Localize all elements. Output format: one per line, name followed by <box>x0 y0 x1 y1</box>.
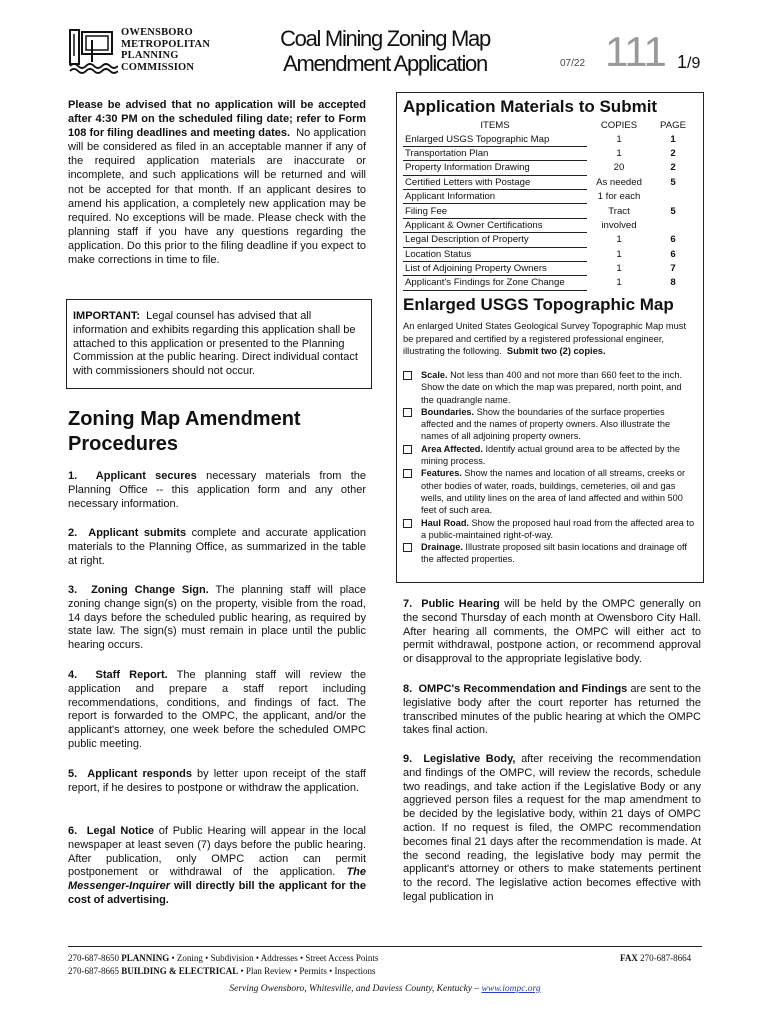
step-heading: Legal Notice <box>86 825 154 837</box>
step-number: 5. <box>68 768 78 780</box>
col-items: ITEMS <box>480 120 510 132</box>
phone-building: 270-687-8665 <box>68 966 119 976</box>
org-name-line: COMMISSION <box>121 61 195 73</box>
website-link[interactable]: www.iompc.org <box>481 984 541 994</box>
step-heading: OMPC's Recommendation and Findings <box>418 683 628 695</box>
item-cell: Legal Description of Property <box>403 233 587 247</box>
checklist-item <box>403 443 695 468</box>
checklist-text: Show the proposed haul road from the affected area to a public-maintained right-of-way. <box>421 517 695 540</box>
procedure-step <box>68 669 366 752</box>
copies-cell: 1 <box>616 147 622 159</box>
usgs-checklist <box>403 369 695 566</box>
page-cell <box>651 218 695 232</box>
footer-divider <box>68 946 702 947</box>
table-row <box>403 175 695 189</box>
procedure-step <box>403 683 701 738</box>
checklist-heading: Boundaries. <box>421 406 475 417</box>
page-cell: 1 <box>670 133 676 145</box>
page-cell: 6 <box>670 234 676 246</box>
item-cell: Applicant's Findings for Zone Change <box>403 276 587 290</box>
serving-text: Serving Owensboro, Whitesville, and Daviess County, Kentucky – <box>229 984 480 994</box>
procedures-title-line: Procedures <box>68 433 179 455</box>
page-total: /9 <box>687 55 701 72</box>
copies-cell: 1 <box>616 234 622 246</box>
page-current: 1 <box>677 52 688 72</box>
step-text: The planning staff will review the application and prepare a staff report including recommendations, conditions, and findings of fact. The report is forwarded to the OMPC, the applicant, and/or the applicant's attorney, one week before the scheduled OMPC public meeting. <box>68 669 366 750</box>
page-cell <box>651 189 695 203</box>
dept-planning: PLANNING <box>121 953 170 963</box>
item-cell: Certified Letters with Postage <box>403 175 587 189</box>
copies-cell: 1 <box>616 133 622 145</box>
col-copies: COPIES <box>600 120 638 132</box>
page-cell: 6 <box>670 248 676 260</box>
procedures-title <box>68 407 301 457</box>
services-building: • Plan Review • Permits • Inspections <box>240 966 376 976</box>
table-row <box>403 204 695 218</box>
usgs-intro-text: An enlarged United States Geological Survey Topographic Map must be prepared and certified by a registered professional engineer, illustrating the following. <box>403 321 687 356</box>
intro-notice <box>68 98 366 267</box>
form-version: 07/22 <box>560 58 586 69</box>
checklist-item <box>403 406 695 443</box>
table-row <box>403 218 695 232</box>
table-header-row <box>403 119 695 132</box>
table-row <box>403 189 695 203</box>
copies-cell: 1 <box>616 248 622 260</box>
step-number: 6. <box>68 825 78 837</box>
checklist-text: Illustrate proposed silt basin locations and drainage off the affected properties. <box>421 542 687 565</box>
services-planning: • Zoning • Subdivision • Addresses • Street Access Points <box>171 953 379 963</box>
materials-title: Application Materials to Submit <box>403 97 658 116</box>
procedure-step <box>68 584 366 653</box>
step-text: will be held by the OMPC generally on the second Thursday of each month at Owensboro City Hall. After hearing all comments, the OMPC will either act to permit withdrawal, postpone action, or recommend approval or disapproval to the appropriate legislative body. <box>403 598 701 666</box>
step-text: The planning staff will place zoning change sign(s) on the property, visible from the road, 14 days before the scheduled public hearing, as required by state law. The sign(s) must remain in place until the public hearing occurs. <box>68 584 366 652</box>
item-cell: Location Status <box>403 247 587 261</box>
page-cell: 8 <box>670 277 676 289</box>
materials-table <box>403 119 695 291</box>
page-cell: 7 <box>670 263 676 275</box>
checklist-text: Show the boundaries of the surface properties affected and the names of property owners. Also illustrate the names of all adjoining property owners. <box>421 406 671 442</box>
step-number: 8. <box>403 683 413 695</box>
step-heading: Zoning Change Sign. <box>91 584 209 596</box>
procedure-step <box>68 527 366 568</box>
step-number: 2. <box>68 527 78 539</box>
phone-planning: 270-687-8650 <box>68 953 119 963</box>
org-name-line: PLANNING <box>121 50 179 61</box>
ompc-logo <box>68 26 118 74</box>
checklist-item <box>403 369 695 406</box>
step-heading: Public Hearing <box>421 598 500 610</box>
step-number: 7. <box>403 598 413 610</box>
checklist-item <box>403 517 695 542</box>
checklist-item <box>403 467 695 516</box>
step-text: complete and accurate application materials to the Planning Office, as summarized in the table at right. <box>68 527 366 567</box>
table-row <box>403 161 695 175</box>
org-name-line: METROPOLITAN <box>121 38 211 50</box>
table-row <box>403 261 695 275</box>
footer-planning <box>68 952 378 965</box>
checklist-item <box>403 541 695 566</box>
table-row <box>403 146 695 160</box>
item-cell: Enlarged USGS Topographic Map <box>403 132 587 146</box>
document-title <box>240 26 530 76</box>
materials-box <box>396 92 704 583</box>
page-cell: 5 <box>670 205 676 217</box>
table-row <box>403 132 695 146</box>
checkbox-icon[interactable] <box>403 371 412 380</box>
dept-building: BUILDING & ELECTRICAL <box>121 966 239 976</box>
item-cell: List of Adjoining Property Owners <box>403 261 587 275</box>
procedures-title-line: Zoning Map Amendment <box>68 408 301 430</box>
step-text: are sent to the legislative body after the court reporter has returned the transcribed minutes of the public hearing at which the OMPC takes final action. <box>403 683 701 737</box>
page-number <box>677 52 700 73</box>
table-row <box>403 233 695 247</box>
procedure-step <box>403 598 701 667</box>
checklist-text: Identify actual ground area to be affected by the mining process. <box>421 443 680 467</box>
table-row <box>403 247 695 261</box>
copies-cell: 1 for each <box>597 191 641 203</box>
checklist-heading: Drainage. <box>421 542 463 553</box>
table-row <box>403 276 695 290</box>
item-cell: Applicant & Owner Certifications <box>403 218 587 232</box>
checkbox-icon[interactable] <box>403 469 412 478</box>
fax-number: 270-687-8664 <box>640 953 692 963</box>
footer-building <box>68 965 375 978</box>
item-cell: Property Information Drawing <box>403 161 587 175</box>
checklist-heading: Features. <box>421 468 462 479</box>
checklist-heading: Haul Road. <box>421 517 469 528</box>
step-number: 4. <box>68 669 78 681</box>
step-heading: Legislative Body, <box>423 753 516 765</box>
procedure-step <box>403 753 701 905</box>
checkbox-icon[interactable] <box>403 543 412 552</box>
step-heading: Staff Report. <box>95 669 168 681</box>
org-name <box>121 27 210 73</box>
page-cell: 5 <box>670 176 676 188</box>
item-cell: Filing Fee <box>403 204 587 218</box>
step-text: after receiving the recommendation and findings of the OMPC, will review the records, schedule two readings, and take action if the Legislative Body or any aggrieved person files a request for the map amendment to be decided by the legislative body, within 21 days of OMPC action. If no request is filed, the OMPC recommendation becomes final 21 days after the recommendation is made. At the second reading, the legislative body may permit the applicant's attorney or others to make statements pertinent to the record. The legislative action becomes effective with legal publication in <box>403 753 702 903</box>
procedure-step <box>68 825 366 908</box>
newspaper-name: The Messenger-Inquirer <box>68 866 367 893</box>
checklist-text: Not less than 400 and not more than 660 feet to the inch. Show the date on which the map was prepared, north point, and the quadrangle name. <box>421 370 683 405</box>
copies-cell: Tract <box>608 205 630 217</box>
item-cell: Transportation Plan <box>403 146 587 160</box>
step-number: 3. <box>68 584 78 596</box>
step-number: 9. <box>403 753 413 765</box>
usgs-title: Enlarged USGS Topographic Map <box>403 295 674 314</box>
checklist-heading: Area Affected. <box>421 443 483 454</box>
item-cell: Applicant Information <box>403 189 587 203</box>
important-box <box>66 299 372 389</box>
footer-fax <box>620 952 691 965</box>
step-heading: Applicant submits <box>88 527 187 539</box>
page-cell: 2 <box>670 147 676 159</box>
org-name-line: OWENSBORO <box>121 27 193 38</box>
copies-cell: 1 <box>616 263 622 275</box>
step-heading: Applicant responds <box>87 768 192 780</box>
step-number: 1. <box>68 470 78 482</box>
step-text: of Public Hearing will appear in the local newspaper at least seven (7) days before the public hearing. After publication, only OMPC action can permit postponement or withdrawal of the application. <box>68 825 367 879</box>
copies-cell: involved <box>601 219 637 231</box>
footer-serving <box>0 984 770 994</box>
title-line-1: Coal Mining Zoning Map <box>280 26 490 51</box>
copies-cell: As needed <box>596 176 642 188</box>
usgs-intro <box>403 320 695 358</box>
intro-bold: Please be advised that no application will be accepted after 4:30 PM on the scheduled filing date; refer to Form 108 for filing deadlines and meeting dates. <box>68 99 366 140</box>
checklist-heading: Scale. <box>421 370 448 380</box>
checklist-text: Show the names and location of all streams, creeks or other bodies of water, roads, buildings, cemeteries, oil and gas wells, and utility lines on the area of land affected and within 500 feet of such area. <box>421 468 686 516</box>
page-cell: 2 <box>670 162 676 174</box>
title-line-2: Amendment Application <box>283 51 487 76</box>
copies-cell: 1 <box>616 277 622 289</box>
step-text: necessary materials from the Planning Office -- this application form and any other necessary information. <box>68 470 366 510</box>
copies-cell: 20 <box>613 162 625 174</box>
checkbox-icon[interactable] <box>403 445 412 454</box>
important-text: Legal counsel has advised that all information and exhibits regarding this application shall be attached to this application or presented to the Planning Commission at the public hearing. Direct individual contact with commissioners should not occur. <box>73 310 358 378</box>
checkbox-icon[interactable] <box>403 519 412 528</box>
checkbox-icon[interactable] <box>403 408 412 417</box>
usgs-intro-bold: Submit two (2) copies. <box>506 346 606 356</box>
intro-body: No application will be considered as filed in an acceptable manner if any of the required application materials are inaccurate or incomplete, and such applications will be returned and will not be accepted for that month. If an applicant desires to amend his application, a completely new application may be required. No exceptions will be made. Please check with the planning staff if you have any questions regarding the application. Do this prior to the filing deadline if you expect to make corrections in time to file. <box>68 127 366 267</box>
step-heading: Applicant secures <box>95 470 197 482</box>
form-number: 111 <box>605 28 666 75</box>
procedure-step <box>68 470 366 511</box>
col-page: PAGE <box>660 120 686 132</box>
procedure-step <box>68 768 366 796</box>
step-text: by letter upon receipt of the staff report, if he desires to postpone or withdraw the application. <box>68 768 366 794</box>
important-label: IMPORTANT: <box>73 310 141 322</box>
billing-note: will directly bill the applicant for the cost of advertising. <box>68 880 366 906</box>
fax-label: FAX <box>620 953 638 963</box>
